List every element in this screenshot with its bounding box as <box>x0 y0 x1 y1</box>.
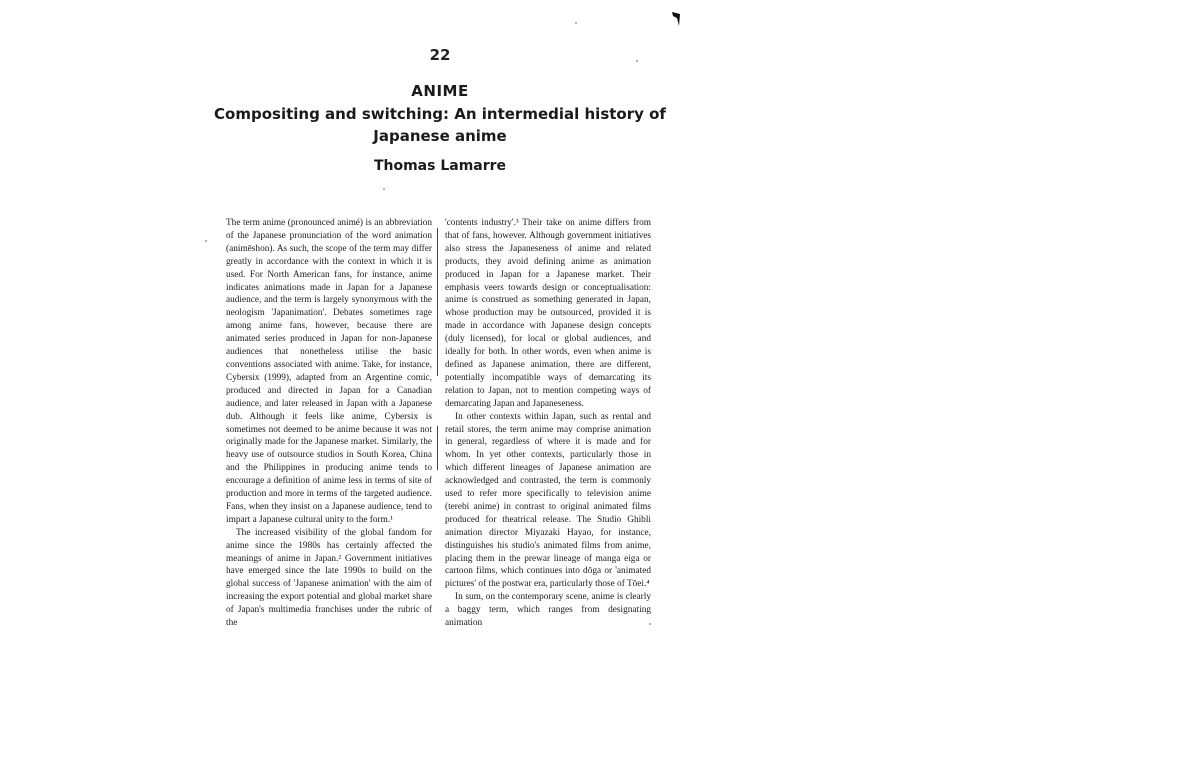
paragraph: The increased visibility of the global fandom for anime since the 1980s has certainly affected the meanings of anime in Japan.² Government initiatives have emerged since the late 1990s to build on the global success of 'Japanese animation' with the aim of increasing the export potential and global market share of Japan's multimedia franchises under the rubric of the <box>226 527 432 629</box>
chapter-title: ANIME <box>411 82 469 100</box>
paragraph: 'contents industry'.³ Their take on anime differs from that of fans, however. Although government initiatives also stress the Japaneseness of anime and related products, they avoid defining anime as animation produced in Japan for a Japanese market. Their emphasis veers towards design or conceptualisation: anime is construed as something generated in Japan, whose production may be outsourced, provided it is made in accordance with Japanese design concepts (duly licensed), for local or global audiences, and ideally for both. In other words, even when anime is defined as Japanese animation, there are different, potentially incompatible ways of demarcating its relation to Japan, not to mention competing ways of demarcating Japan and Japaneseness. <box>445 218 651 409</box>
left-text-column <box>226 217 432 630</box>
scan-speck <box>575 22 577 24</box>
scan-corner-mark <box>672 12 680 26</box>
margin-rule <box>437 426 438 470</box>
subtitle-line-1: Compositing and switching: An intermedial history of <box>214 105 666 123</box>
paragraph: The term anime (pronounced animé) is an abbreviation of the Japanese pronunciation of the word animation (animēshon). As such, the scope of the term may differ greatly in accordance with the context in which it is used. For North American fans, for instance, anime indicates animations made in Japan for a Japanese audience, and the term is largely synonymous with the neologism 'Japanimation'. Debates sometimes rage among anime fans, however, because there are animated series produced in Japan for non-Japanese audiences that nonetheless utilise the basic conventions associated with anime. Take, for instance, Cybersix (1999), adapted from an Argentine comic, produced and directed in Japan for a Canadian audience, and later released in Japan with a Japanese dub. Although it feels like anime, Cybersix is sometimes not deemed to be anime because it was not originally made for the Japanese market. Similarly, the heavy use of outsource studios in South Korea, China and the Philippines in producing anime tends to encourage a definition of anime less in terms of site of production and more in terms of the targeted audience. Fans, when they insist on a Japanese audience, tend to impart a Japanese cultural unity to the form.¹ <box>226 218 432 525</box>
subtitle-line-2: Japanese anime <box>373 127 507 145</box>
margin-rule <box>437 228 438 376</box>
scan-speck <box>383 188 385 190</box>
paragraph: In other contexts within Japan, such as rental and retail stores, the term anime may comprise animation in general, regardless of where it is made and for whom. In yet other contexts, particularly those in which different lineages of Japanese animation are acknowledged and contrasted, the term is commonly used to refer more specifically to television anime (terebi anime) in contrast to original animated films produced for theatrical release. The Studio Ghibli animation director Miyazaki Hayao, for instance, distinguishes his studio's animated films from anime, placing them in the prewar lineage of manga eiga or cartoon films, which continues into dōga or 'animated pictures' of the postwar era, particularly those of Tōei.⁴ <box>445 411 651 590</box>
paragraph: In sum, on the contemporary scene, anime is clearly a baggy term, which ranges from designating animation <box>445 592 651 629</box>
right-text-column <box>445 217 651 630</box>
author-name: Thomas Lamarre <box>373 158 507 174</box>
chapter-number: 22 <box>429 46 451 64</box>
chapter-subtitle <box>0 103 880 147</box>
scan-speck <box>205 240 207 242</box>
